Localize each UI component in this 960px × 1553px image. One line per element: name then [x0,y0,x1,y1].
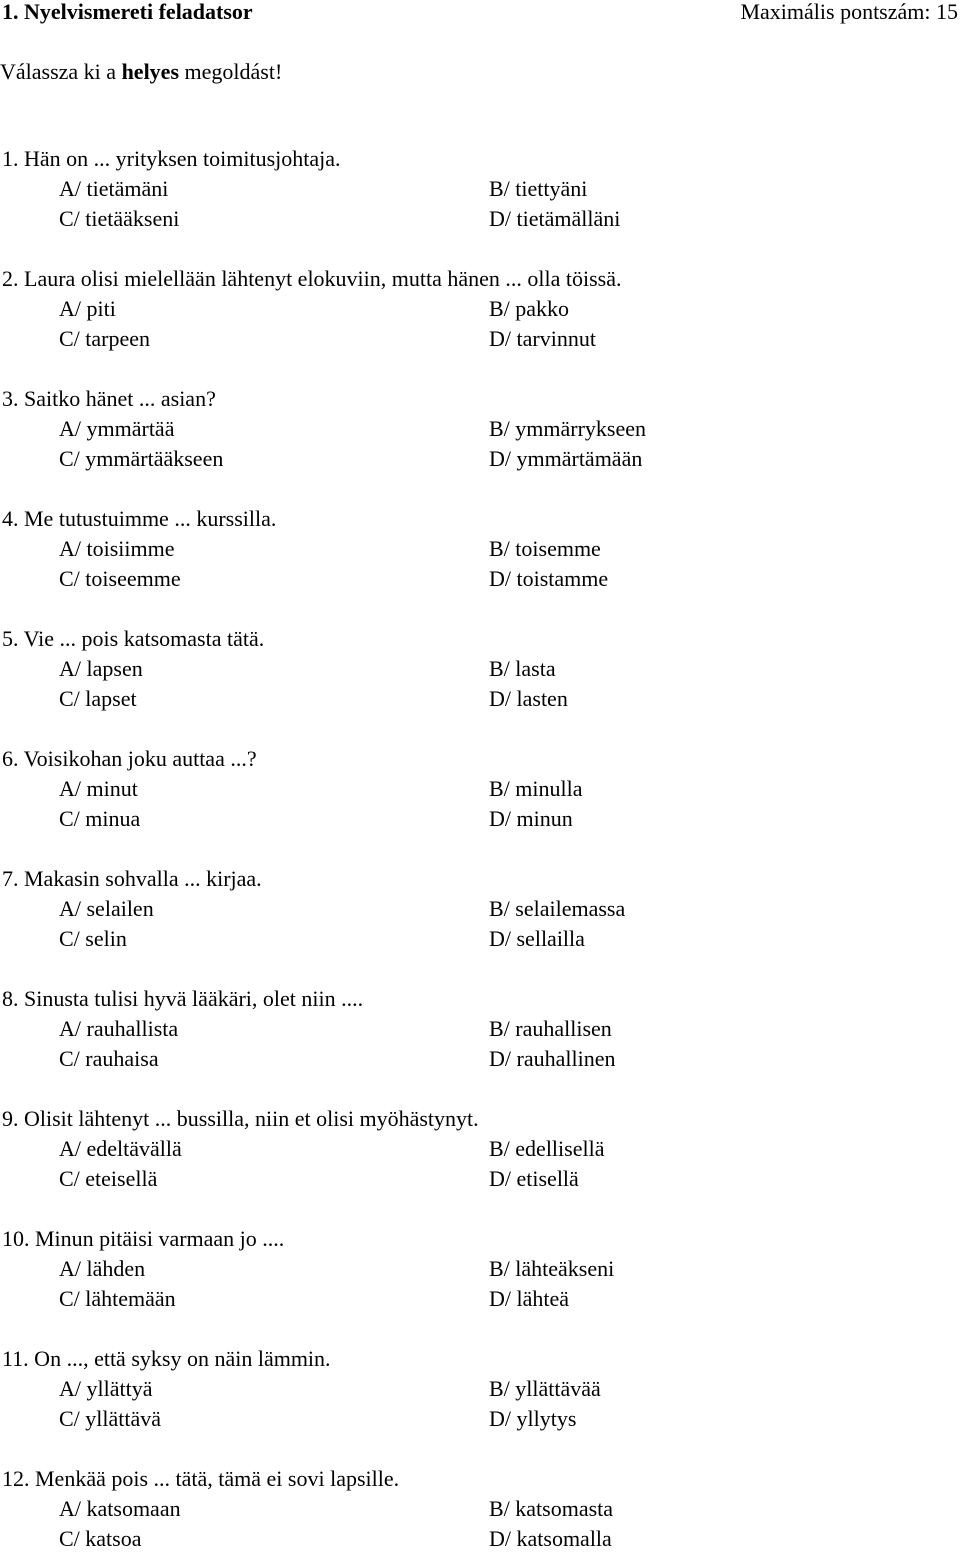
option-d[interactable]: D/ etisellä [489,1166,579,1191]
option-a[interactable]: A/ ymmärtää [59,416,175,441]
option-a[interactable]: A/ minut [59,776,138,801]
option-b[interactable]: B/ rauhallisen [489,1016,612,1041]
option-a[interactable]: A/ selailen [59,896,154,921]
instruction-before: Válassza ki a [0,59,122,84]
question-text: 10. Minun pitäisi varmaan jo .... [2,1226,285,1251]
option-c[interactable]: C/ katsoa [59,1526,142,1551]
instruction-after: megoldást! [179,59,283,84]
question-text: 11. On ..., että syksy on näin lämmin. [2,1346,331,1371]
section-title: 1. Nyelvismereti feladatsor [2,0,253,24]
option-c[interactable]: C/ eteisellä [59,1166,158,1191]
question-text: 8. Sinusta tulisi hyvä lääkäri, olet niin .... [2,986,364,1011]
option-d[interactable]: D/ minun [489,806,573,831]
option-d[interactable]: D/ tarvinnut [489,326,596,351]
option-c[interactable]: C/ ymmärtääkseen [59,446,224,471]
option-b[interactable]: B/ toisemme [489,536,601,561]
max-points-label: Maximális pontszám: 15 [740,0,958,24]
question-text: 5. Vie ... pois katsomasta tätä. [2,626,265,651]
option-b[interactable]: B/ lasta [489,656,556,681]
page-header [0,0,960,26]
option-b[interactable]: B/ tiettyäni [489,176,588,201]
option-d[interactable]: D/ lasten [489,686,568,711]
question-text: 4. Me tutustuimme ... kurssilla. [2,506,277,531]
option-d[interactable]: D/ sellailla [489,926,585,951]
question-text: 6. Voisikohan joku auttaa ...? [2,746,257,771]
option-c[interactable]: C/ lähtemään [59,1286,176,1311]
option-b[interactable]: B/ lähteäkseni [489,1256,615,1281]
option-d[interactable]: D/ rauhallinen [489,1046,616,1071]
option-a[interactable]: A/ piti [59,296,116,321]
option-c[interactable]: C/ toiseemme [59,566,181,591]
question-text: 9. Olisit lähtenyt ... bussilla, niin et olisi myöhästynyt. [2,1106,479,1131]
option-c[interactable]: C/ tietääkseni [59,206,180,231]
option-d[interactable]: D/ katsomalla [489,1526,612,1551]
instruction-text [0,59,282,85]
option-b[interactable]: B/ selailemassa [489,896,626,921]
option-d[interactable]: D/ toistamme [489,566,609,591]
option-c[interactable]: C/ rauhaisa [59,1046,159,1071]
option-a[interactable]: A/ edeltävällä [59,1136,182,1161]
option-b[interactable]: B/ yllättävää [489,1376,601,1401]
option-d[interactable]: D/ lähteä [489,1286,570,1311]
option-b[interactable]: B/ ymmärrykseen [489,416,647,441]
option-d[interactable]: D/ ymmärtämään [489,446,643,471]
option-a[interactable]: A/ katsomaan [59,1496,181,1521]
question-text: 12. Menkää pois ... tätä, tämä ei sovi lapsille. [2,1466,400,1491]
option-d[interactable]: D/ tietämälläni [489,206,621,231]
option-b[interactable]: B/ minulla [489,776,583,801]
question-text: 7. Makasin sohvalla ... kirjaa. [2,866,262,891]
question-text: 3. Saitko hänet ... asian? [2,386,216,411]
option-c[interactable]: C/ minua [59,806,141,831]
question-text: 2. Laura olisi mielellään lähtenyt elokuviin, mutta hänen ... olla töissä. [2,266,622,291]
option-c[interactable]: C/ tarpeen [59,326,151,351]
option-c[interactable]: C/ yllättävä [59,1406,162,1431]
option-a[interactable]: A/ toisiimme [59,536,175,561]
option-a[interactable]: A/ yllättyä [59,1376,153,1401]
option-b[interactable]: B/ katsomasta [489,1496,614,1521]
option-a[interactable]: A/ lähden [59,1256,146,1281]
option-a[interactable]: A/ lapsen [59,656,143,681]
option-b[interactable]: B/ edellisellä [489,1136,605,1161]
option-c[interactable]: C/ selin [59,926,127,951]
option-a[interactable]: A/ tietämäni [59,176,169,201]
question-text: 1. Hän on ... yrityksen toimitusjohtaja. [2,146,341,171]
option-d[interactable]: D/ yllytys [489,1406,577,1431]
option-c[interactable]: C/ lapset [59,686,137,711]
option-a[interactable]: A/ rauhallista [59,1016,179,1041]
option-b[interactable]: B/ pakko [489,296,570,321]
instruction-bold: helyes [121,59,180,84]
